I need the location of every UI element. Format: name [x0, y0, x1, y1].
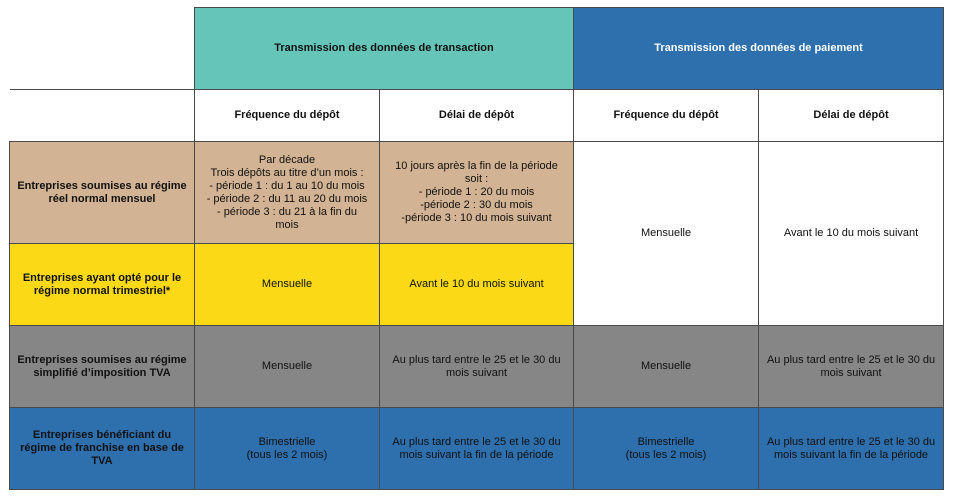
- cell-line: Trois dépôts au titre d’un mois :: [210, 166, 364, 179]
- cell-line: - période 1 : du 1 au 10 du mois: [209, 179, 365, 192]
- deposit-schedule-table: [9, 7, 944, 490]
- row-label: Entreprises ayant opté pour le régime normal trimestriel*: [10, 244, 195, 326]
- group-header-row: [10, 8, 944, 90]
- tx-deadline-cell: [380, 142, 574, 244]
- cell-line: -période 3 : 10 du mois suivant: [401, 212, 552, 224]
- tx-deadline-cell: Au plus tard entre le 25 et le 30 du mois suivant la fin de la période: [380, 408, 574, 490]
- payment-group-header: Transmission des données de paiement: [574, 8, 944, 90]
- corner-cell: [10, 8, 195, 90]
- tx-frequency-cell: Mensuelle: [195, 326, 380, 408]
- pay-frequency-cell: [574, 408, 759, 490]
- table-row: [10, 326, 944, 408]
- cell-line: - période 1 : 20 du mois: [418, 186, 535, 198]
- tx-frequency-header: Fréquence du dépôt: [195, 90, 380, 142]
- row-label: Entreprises soumises au régime simplifié d’imposition TVA: [10, 326, 195, 408]
- pay-frequency-header: Fréquence du dépôt: [574, 90, 759, 142]
- cell-line: - période 3 : du 21 à la fin du: [216, 205, 358, 218]
- pay-deadline-cell: Au plus tard entre le 25 et le 30 du mois suivant la fin de la période: [759, 408, 944, 490]
- column-header-row: [10, 90, 944, 142]
- tx-deadline-cell: Avant le 10 du mois suivant: [380, 244, 574, 326]
- row-label: Entreprises bénéficiant du régime de franchise en base de TVA: [10, 408, 195, 490]
- pay-deadline-header: Délai de dépôt: [759, 90, 944, 142]
- transaction-group-header: Transmission des données de transaction: [195, 8, 574, 90]
- cell-line: 10 jours après la fin de la période: [395, 160, 558, 172]
- cell-line: mois: [275, 218, 299, 231]
- tx-frequency-cell: [195, 408, 380, 490]
- pay-deadline-cell: Au plus tard entre le 25 et le 30 du mois suivant: [759, 326, 944, 408]
- tx-deadline-cell: Au plus tard entre le 25 et le 30 du mois suivant: [380, 326, 574, 408]
- cell-line: (tous les 2 mois): [625, 448, 707, 461]
- cell-line: - période 2 : du 11 au 20 du mois: [206, 192, 368, 205]
- table-row: [10, 142, 944, 244]
- cell-line: Par décade: [258, 153, 316, 166]
- tx-frequency-cell: [195, 142, 380, 244]
- row-label: Entreprises soumises au régime réel normal mensuel: [10, 142, 195, 244]
- pay-frequency-cell: Mensuelle: [574, 142, 759, 326]
- pay-frequency-cell: Mensuelle: [574, 326, 759, 408]
- corner-cell: [10, 90, 195, 142]
- table-row: [10, 408, 944, 490]
- tx-frequency-cell: Mensuelle: [195, 244, 380, 326]
- tx-deadline-header: Délai de dépôt: [380, 90, 574, 142]
- cell-line: Bimestrielle: [258, 435, 316, 448]
- cell-line: -période 2 : 30 du mois: [420, 199, 533, 211]
- pay-deadline-cell: Avant le 10 du mois suivant: [759, 142, 944, 326]
- cell-line: Bimestrielle: [637, 435, 695, 448]
- cell-line: (tous les 2 mois): [246, 448, 328, 461]
- cell-line: soit :: [464, 173, 489, 185]
